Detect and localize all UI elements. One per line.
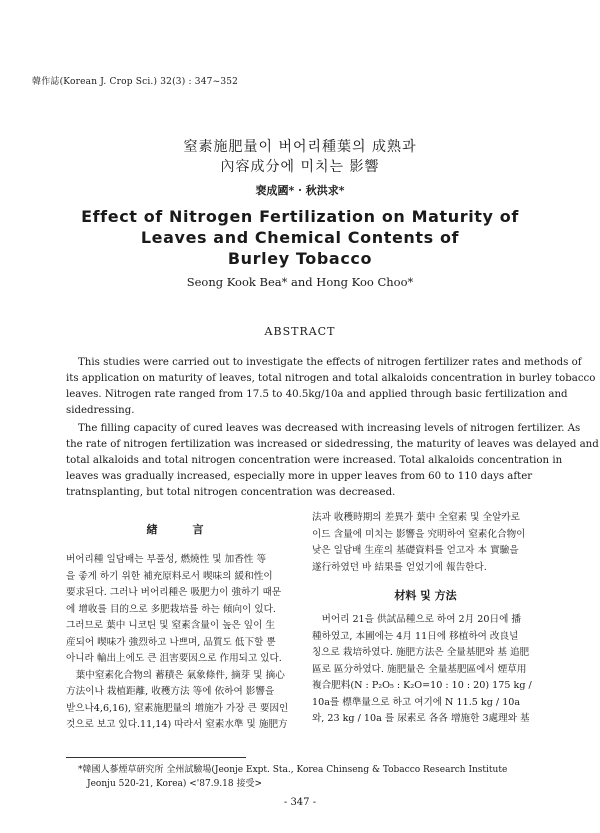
intro-continued-line: 法과 收穫時期의 差異가 葉中 全窒素 및 全알카로 <box>312 512 520 523</box>
methods-line: 버어리 21을 供試品種으로 하여 2月 20日에 播 <box>312 614 521 625</box>
intro-line: 葉中窒素化合物의 蓄積은 氣象條件, 摘芽 및 摘心 <box>66 669 285 681</box>
methods-line: 種하였고, 本圃에는 4月 11日에 移植하여 改良널 <box>312 630 519 642</box>
intro-line: 方法이나 栽植距離, 收穫方法 等에 依하여 影響을 <box>66 686 275 697</box>
footnote-line: Jeonju 520-21, Korea) <'87.9.18 接受> <box>78 779 263 789</box>
english-authors: Seong Kook Bea* and Hong Koo Choo* <box>186 275 414 289</box>
abstract-line: tratnsplanting, but total nitrogen concentration was decreased. <box>66 487 396 498</box>
introduction-continued <box>312 510 539 576</box>
intro-line: 要求된다. 그러나 버어리種은 吸肥力이 強하기 때문 <box>66 587 282 598</box>
intro-line: 産되어 喫味가 強烈하고 나쁘며, 品質도 低下할 뿐 <box>66 636 276 648</box>
intro-continued-line: 遂行하였던 바 結果를 얻었기에 報告한다. <box>312 561 487 573</box>
footnote-line: *韓國人蔘煙草硏究所 全州試驗場(Jeonje Expt. Sta., Korea Chinseng & Tobacco Research Institute <box>78 765 508 775</box>
intro-line: 것으로 보고 있다.11,14) 따라서 窒素水準 및 施肥方 <box>66 719 288 730</box>
intro-line: 을 좋게 하기 위한 補充原料로서 喫味의 緩和性이 <box>66 570 273 582</box>
abstract-line: The filling capacity of cured leaves was decreased with increasing levels of nitrogen fertilizer. As <box>78 423 581 434</box>
english-title-line-3: Burley Tobacco <box>227 249 373 268</box>
abstract-line: leaves was gradually increased, especially more in upper leaves from 60 to 110 days after <box>66 471 533 482</box>
methods-line: 區로 區分하였다. 施肥量은 全量基肥區에서 煙草用 <box>312 663 527 675</box>
abstract-line: leaves. Nitrogen rate ranged from 17.5 to 40.5kg/10a and applied through basic fertilization and <box>66 389 568 400</box>
english-title-line-2: Leaves and Chemical Contents of <box>140 228 460 247</box>
journal-citation: 韓作誌(Korean J. Crop Sci.) 32(3) : 347~352 <box>32 77 239 87</box>
english-title-line-1: Effect of Nitrogen Fertilization on Maturity of <box>81 207 519 226</box>
abstract-paragraph-1 <box>66 355 596 419</box>
methods-line: 와, 23 kg / 10a 를 尿素로 各各 增施한 3處理와 基 <box>312 713 530 724</box>
methods-line: 10a를 標準量으로 하고 여기에 N 11.5 kg / 10a <box>312 696 521 708</box>
abstract-heading: ABSTRACT <box>264 325 336 338</box>
footnote <box>78 763 507 791</box>
korean-title-line-1: 窒素施肥量이 버어리種葉의 成熟과 <box>183 139 417 155</box>
introduction-body <box>66 552 296 734</box>
methods-line: 複合肥料(N : P₂O₅ : K₂O=10 : 10 : 20) 175 kg / <box>312 680 532 691</box>
intro-line: 아니라 輸出上에도 큰 沮害要因으로 作用되고 있다. <box>66 653 282 664</box>
intro-continued-line: 낮은 일담배 生産의 基礎資料를 얻고자 本 實驗을 <box>312 545 519 556</box>
methods-body <box>312 612 539 728</box>
introduction-heading: 緖 言 <box>146 523 216 536</box>
abstract-line: sidedressing. <box>66 405 135 416</box>
intro-line: 버어리種 일담배는 부풀성, 燃燒性 및 加香性 等 <box>66 554 267 565</box>
korean-title-line-2: 內容成分에 미치는 影響 <box>220 159 380 175</box>
intro-line: 그러므로 葉中 니코틴 및 窒素含量이 높은 잎이 生 <box>66 620 275 631</box>
abstract-line: the rate of nitrogen fertilization was increased or sidedressing, the maturity of leaves was delayed and <box>66 439 599 450</box>
footnote-divider <box>66 757 246 758</box>
intro-line: 받으나4,6,16), 窒素施肥量의 增施가 가장 큰 要因인 <box>66 702 289 714</box>
abstract-line: its application on maturity of leaves, total nitrogen and total alkaloids concentration in burley tobacco <box>66 373 596 384</box>
abstract-line: total alkaloids and total nitrogen concentration were increased. Total alkaloids concentration in <box>66 455 563 466</box>
page-number: - 347 - <box>283 797 317 808</box>
methods-line: 칭으로 栽培하였다. 施肥方法은 全量基肥와 基 追肥 <box>312 647 530 658</box>
intro-continued-line: 이드 含量에 미치는 影響을 究明하여 窒素化合物이 <box>312 528 526 540</box>
abstract-paragraph-2 <box>66 421 599 501</box>
korean-authors: 裵成國* · 秋洪求* <box>255 184 345 197</box>
methods-heading: 材料 및 方法 <box>394 589 457 602</box>
abstract-line: This studies were carried out to investigate the effects of nitrogen fertilizer rates and methods of <box>78 357 582 368</box>
intro-line: 에 增收를 目的으로 多肥栽培를 하는 傾向이 있다. <box>66 603 276 615</box>
